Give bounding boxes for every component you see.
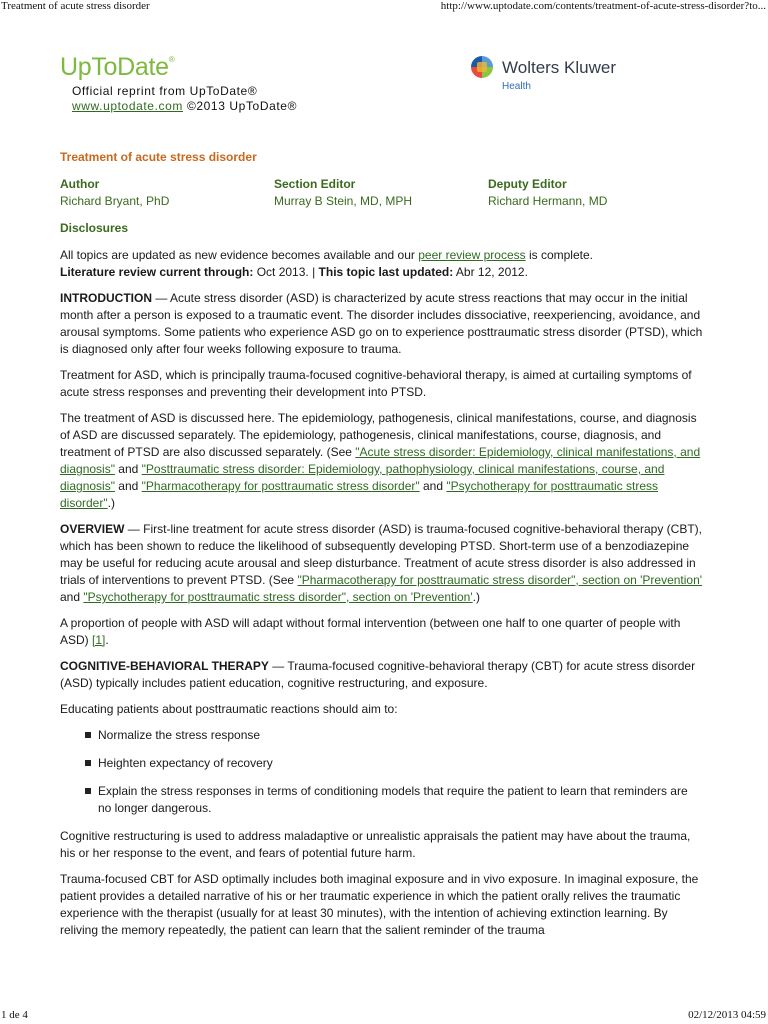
update-note [60,247,703,264]
copyright: ©2013 UpToDate® [186,99,298,113]
list-item: Normalize the stress response [98,727,703,744]
article-title: Treatment of acute stress disorder [60,150,257,164]
update-note-end: is complete. [525,248,593,262]
overview-text: — First-line treatment for acute stress disorder (ASD) is trauma-focused cognitive-behavioral therapy (CBT), which has been shown to reduce the likelihood of subsequently developing PTSD. Short-term use of a benzodiazepine may be useful for reducing acute arousal and sleep disturbance. Treatment of acute stress disorder is also addressed in trials of interventions to prevent PTSD. (See [60,522,703,587]
cbt-text: — Trauma-focused cognitive-behavioral therapy (CBT) for acute stress disorder (ASD) typically includes patient education, cognitive restructuring, and exposure. [60,659,696,690]
disclosures-link[interactable]: Disclosures [60,221,129,235]
reference-link[interactable]: [1] [92,633,106,647]
site-link[interactable]: www.uptodate.com [72,99,183,113]
psychotherapy-prevention-link[interactable]: "Psychotherapy for posttraumatic stress disorder", section on 'Prevention' [83,590,473,604]
uptodate-logo[interactable] [60,53,174,82]
review-dates [60,264,703,281]
editor-deputy [488,176,702,210]
list-item: Heighten expectancy of recovery [98,755,703,772]
cbt-paragraph [60,658,703,692]
partner-sub: Health [502,81,531,92]
intro-text: — Acute stress disorder (ASD) is characterized by acute stress reactions that may occur in the initial month after a person is exposed to a traumatic event. The disorder includes dissociative, reexperiencing, avoidance, and arousal symptoms. Some patients who experience ASD go on to experience posttraumatic stress disorder (PTSD), which is diagnosed only after four weeks following exposure to trauma. [60,291,703,356]
asd-epidemiology-link[interactable]: "Acute stress disorder: Epidemiology, clinical manifestations, and diagnosis" [60,445,701,476]
discussed-text: The treatment of ASD is discussed here. The epidemiology, pathogenesis, clinical manifestations, course, and diagnosis of ASD are discussed separately. The epidemiology, pathogenesis, clinical manifestations, course, diagnosis, and treatment of PTSD are also discussed separately. (See [60,411,697,459]
cbt-heading: COGNITIVE-BEHAVIORAL THERAPY [60,659,269,673]
wolters-kluwer-globe-icon [471,56,493,78]
editor-name[interactable]: Murray B Stein, MD, MPH [274,194,413,208]
updated-value: Abr 12, 2012. [453,265,528,279]
editor-name[interactable]: Richard Bryant, PhD [60,194,170,208]
proportion-paragraph [60,615,703,649]
education-bullet-list [60,727,703,817]
updated-label: This topic last updated: [318,265,454,279]
intro-paragraph [60,290,703,358]
pharmacotherapy-prevention-link[interactable]: "Pharmacotherapy for posttraumatic stress disorder", section on 'Prevention' [297,573,703,587]
uptodate-logo-mark: ® [168,55,175,64]
discussed-and: and [114,462,142,476]
editor-name[interactable]: Richard Hermann, MD [488,194,608,208]
overview-heading: OVERVIEW [60,522,125,536]
restructuring-paragraph: Cognitive restructuring is used to address maladaptive or unrealistic appraisals the patient may have about the trauma, his or her response to the event, and fears of potential future harm. [60,829,691,860]
reprint-line: Official reprint from UpToDate® [72,84,258,98]
exposure-paragraph: Trauma-focused CBT for ASD optimally includes both imaginal exposure and in vivo exposure. In imaginal exposure, the patient provides a detailed narrative of his or her traumatic experience in which the patient orally relives the traumatic experience with the therapist (usually for at least 30 minutes), with the intention of achieving extinction learning. By reliving the memory repeatedly, the patient can learn that the salient reminder of the trauma [60,872,699,937]
print-header [0,0,768,14]
editors-block [60,176,703,210]
editor-role: Section Editor [274,177,356,191]
review-separator: | [308,265,319,279]
print-header-title: Treatment of acute stress disorder [1,0,150,12]
ptsd-psychotherapy-link[interactable]: "Psychotherapy for posttraumatic stress disorder" [60,479,659,510]
uptodate-logo-text: UpToDate [60,53,169,81]
overview-end: .) [472,590,480,604]
peer-review-link[interactable]: peer review process [418,248,526,262]
discussed-and: and [419,479,447,493]
review-value: Oct 2013. [253,265,309,279]
partner-name: Wolters Kluwer [502,58,616,77]
intro-heading: INTRODUCTION [60,291,152,305]
editor-role: Author [60,177,100,191]
editor-section [274,176,488,210]
editor-role: Deputy Editor [488,177,567,191]
ptsd-epidemiology-link[interactable]: "Posttraumatic stress disorder: Epidemiology, pathophysiology, clinical manifestations, course, and diagnosis" [60,462,665,493]
print-datetime: 02/12/2013 04:59 [688,1009,766,1021]
discussed-and: and [114,479,142,493]
overview-and: and [60,590,84,604]
overview-paragraph [60,521,703,606]
treatment-paragraph: Treatment for ASD, which is principally trauma-focused cognitive-behavioral therapy, is aimed at curtailing symptoms of acute stress responses and preventing their development into PTSD. [60,368,692,399]
ptsd-pharmacotherapy-link[interactable]: "Pharmacotherapy for posttraumatic stress disorder" [141,479,420,493]
list-item: Explain the stress responses in terms of conditioning models that require the patient to learn that reminders are no longer dangerous. [98,783,703,817]
print-footer [0,1009,768,1023]
proportion-text: A proportion of people with ASD will adapt without formal intervention (between one half to one quarter of people with ASD) [60,616,681,647]
update-note-text: All topics are updated as new evidence becomes available and our [60,248,419,262]
page-number: 1 de 4 [1,1009,28,1021]
editor-author [60,176,274,210]
review-label: Literature review current through: [60,265,254,279]
educating-paragraph: Educating patients about posttraumatic reactions should aim to: [60,702,398,716]
wolters-kluwer-logo[interactable] [471,56,651,96]
discussed-end: .) [107,496,115,510]
reprint-notice [72,84,297,114]
proportion-end: . [105,633,109,647]
article-body [60,149,703,948]
print-header-url[interactable]: http://www.uptodate.com/contents/treatment-of-acute-stress-disorder?to... [440,0,766,12]
discussed-paragraph [60,410,703,512]
